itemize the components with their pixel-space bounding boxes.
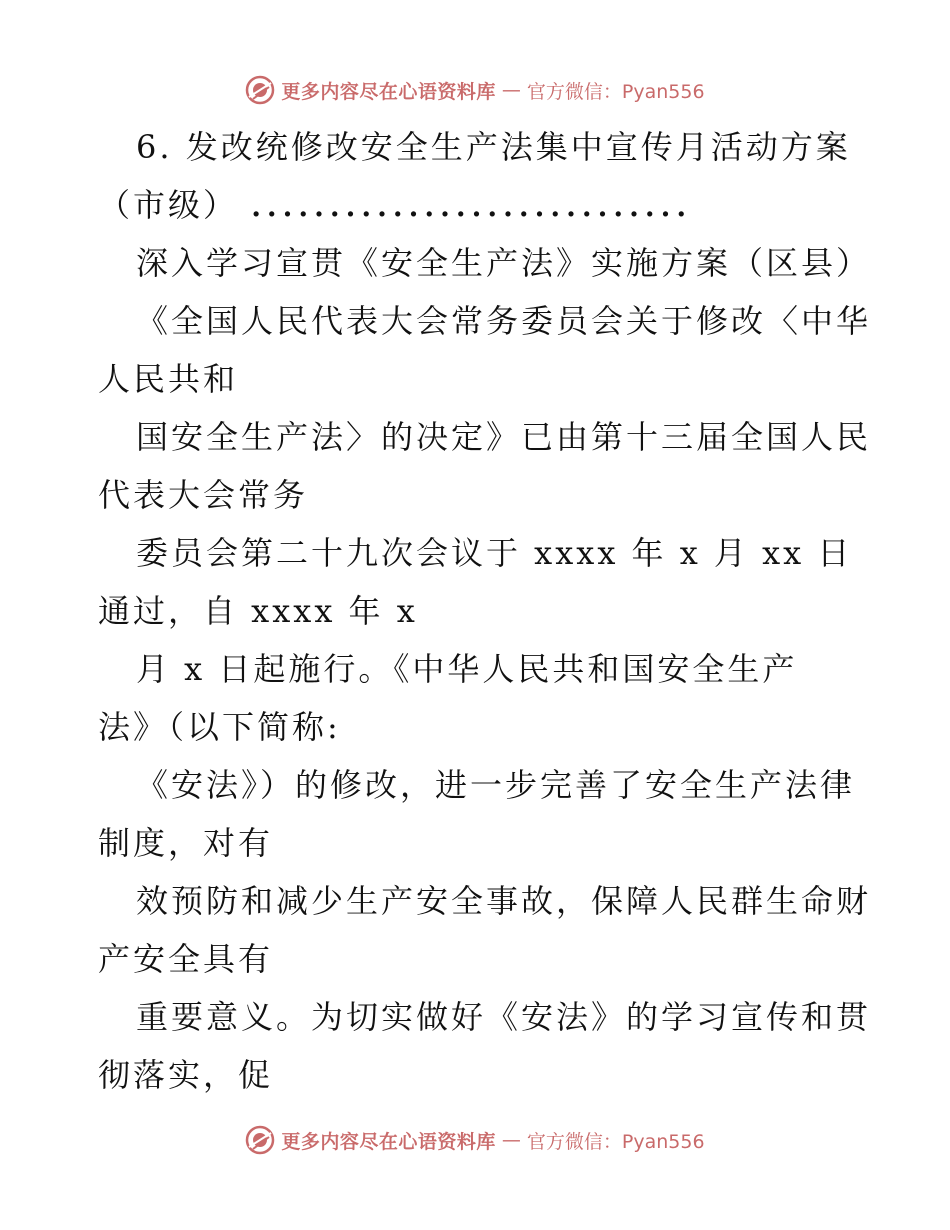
doc-line-14: 效预防和减少生产安全事故，保障人民群生命财 bbox=[136, 882, 872, 920]
doc-line-4: 《全国人民代表大会常务委员会关于修改〈中华 bbox=[136, 302, 872, 340]
doc-line-10: 月 x 日起施行。《中华人民共和国安全生产 bbox=[136, 650, 798, 688]
doc-line-12: 《安法》）的修改，进一步完善了安全生产法律 bbox=[136, 766, 856, 804]
watermark-text: 更多内容尽在心语资料库 bbox=[281, 80, 496, 103]
doc-line-3: 深入学习宣贯《安全生产法》实施方案（区县） bbox=[136, 244, 872, 282]
doc-line-13: 制度，对有 bbox=[98, 824, 274, 862]
watermark-contact: 官方微信：Pyan556 bbox=[526, 80, 705, 103]
doc-line-2 bbox=[98, 176, 858, 234]
doc-line-11: 法》（以下简称: bbox=[98, 708, 341, 746]
seal-logo-icon bbox=[245, 1125, 275, 1155]
watermark-text: 更多内容尽在心语资料库 bbox=[281, 1130, 496, 1153]
watermark-dash: — bbox=[501, 1129, 521, 1151]
watermark-contact: 官方微信：Pyan556 bbox=[526, 1130, 705, 1153]
footer-watermark bbox=[0, 1120, 950, 1160]
doc-line-2-text: （市级） bbox=[98, 186, 239, 224]
doc-line-9: 通过，自 xxxx 年 x bbox=[98, 592, 418, 630]
document-body bbox=[98, 118, 872, 1104]
doc-line-16: 重要意义。为切实做好《安法》的学习宣传和贯 bbox=[136, 998, 872, 1036]
doc-line-7: 代表大会常务 bbox=[98, 476, 309, 514]
seal-logo-icon bbox=[245, 75, 275, 105]
doc-line-5: 人民共和 bbox=[98, 360, 239, 398]
doc-line-6: 国安全生产法〉的决定》已由第十三届全国人民 bbox=[136, 418, 872, 456]
watermark-dash: — bbox=[501, 79, 521, 101]
toc-leader-dots: ............................ bbox=[251, 190, 693, 223]
doc-line-15: 产安全具有 bbox=[98, 940, 274, 978]
doc-line-8: 委员会第二十九次会议于 xxxx 年 x 月 xx 日 bbox=[136, 534, 853, 572]
doc-line-1: 6. 发改统修改安全生产法集中宣传月活动方案 bbox=[136, 128, 851, 166]
doc-line-17: 彻落实，促 bbox=[98, 1056, 274, 1094]
header-watermark bbox=[0, 70, 950, 110]
